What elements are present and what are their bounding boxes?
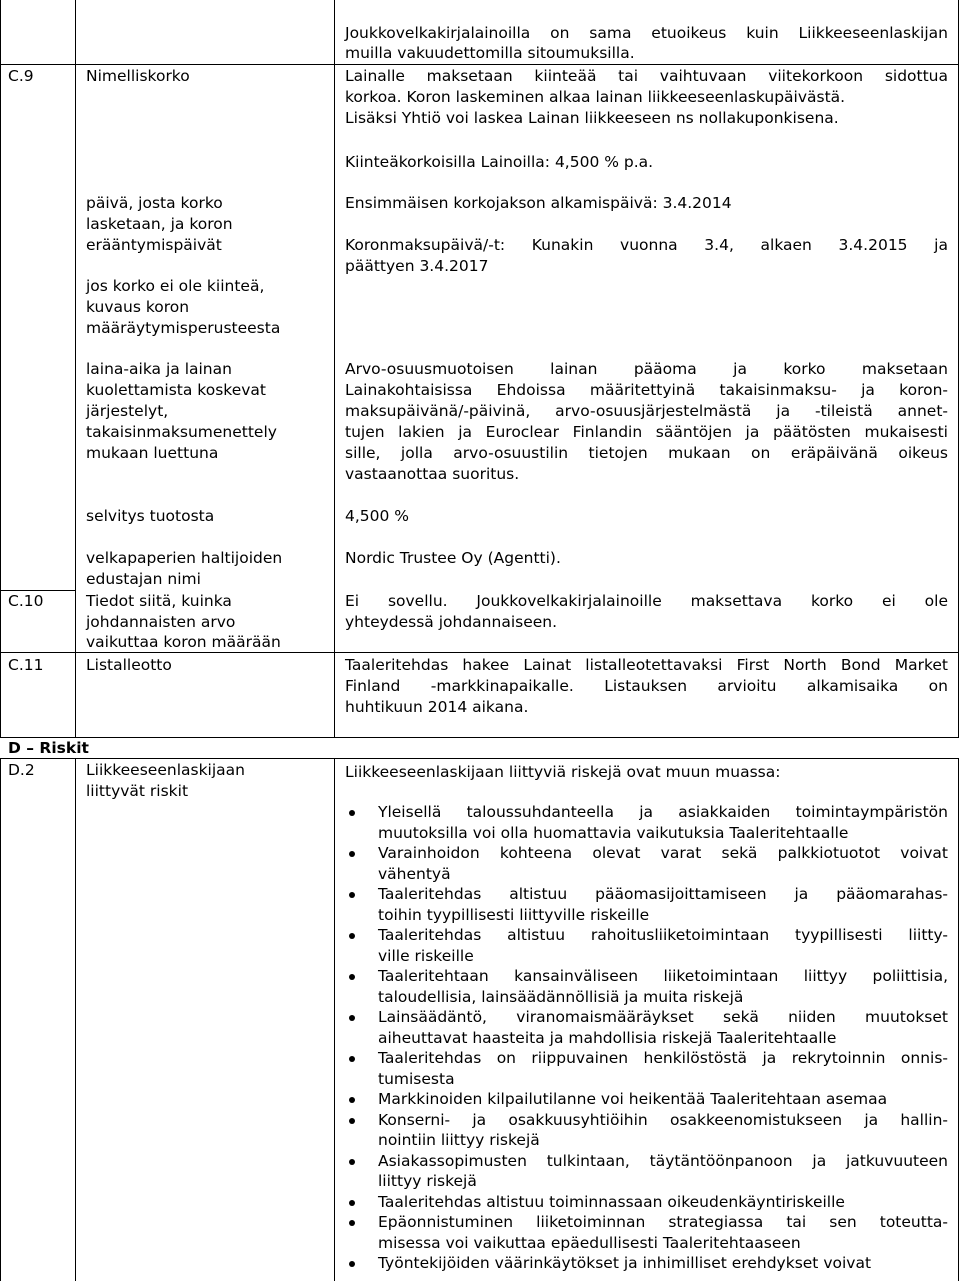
bullet-icon <box>349 974 355 980</box>
first-period-start: Ensimmäisen korkojakson alkamispäivä: 3.4.2014 <box>345 194 732 212</box>
payment-dates-2: päättyen 3.4.2017 <box>345 257 489 275</box>
section-d-heading: D – Riskit <box>8 739 89 757</box>
c10-text-1: Ei sovellu. Joukkovelkakirjalainoille maksettava korko ei ole <box>345 592 948 610</box>
table-right-border <box>958 0 959 738</box>
risk-item-line: Varainhoidon kohteena olevat varat sekä palkkiotuotot voivat <box>378 844 948 862</box>
risk-item <box>345 802 948 843</box>
maturity-text-3: maksupäivänä/-päivinä, arvo-osuusjärjestelmästä ja -tileistä annet- <box>345 402 948 420</box>
maturity-label-4: takaisinmaksumenettely <box>86 423 277 441</box>
risk-item <box>345 1212 948 1253</box>
risk-item-line: Taaleritehdas altistuu rahoitusliiketoimintaan tyypillisesti liitty- <box>378 926 948 944</box>
risk-item-line: Asiakassopimusten tulkintaan, täytäntöönpanoon ja jatkuvuuteen <box>378 1151 948 1170</box>
maturity-label-2: kuolettamista koskevat <box>86 381 266 399</box>
risk-item-line: Taaleritehdas on riippuvainen henkilöstöstä ja rekrytoinnin onnis- <box>378 1049 948 1067</box>
bullet-icon <box>349 1261 355 1267</box>
table-bottom-border <box>0 737 959 738</box>
risk-list <box>345 802 948 1274</box>
d2-number: D.2 <box>8 761 35 779</box>
bullet-icon <box>349 1056 355 1062</box>
c10-number: C.10 <box>8 592 44 610</box>
risk-item-line: taloudellisia, lainsäädännöllisiä ja muita riskejä <box>378 987 744 1006</box>
bullet-icon <box>349 1015 355 1021</box>
risk-item <box>345 843 948 884</box>
risk-item-line: nointiin liittyy riskejä <box>378 1131 540 1149</box>
c11-number: C.11 <box>8 656 44 674</box>
bullet-icon <box>349 933 355 939</box>
risk-item-line: Lainsäädäntö, viranomaismääräykset sekä niiden muutokset <box>378 1008 948 1026</box>
maturity-label-1: laina-aika ja lainan <box>86 360 232 378</box>
payment-dates-1: Koronmaksupäivä/-t: Kunakin vuonna 3.4, alkaen 3.4.2015 ja <box>345 236 948 254</box>
guarantee-text-1: Joukkovelkakirjalainoilla on sama etuoikeus kuin Liikkeeseenlaskijan <box>345 24 948 42</box>
c9-text-1: Lainalle maksetaan kiinteää tai vaihtuvaan viitekorkoon sidottua <box>345 67 948 85</box>
risk-item-line: misessa voi vaikuttaa epäedullisesti Taaleritehtaaseen <box>378 1233 801 1252</box>
c9-fixed-rate: Kiinteäkorkoisilla Lainoilla: 4,500 % p.a. <box>345 153 654 171</box>
risk-item-line: Konserni- ja osakkuusyhtiöihin osakkeenomistukseen ja hallin- <box>378 1110 948 1129</box>
c9-text-2: korkoa. Koron laskeminen alkaa lainan liikkeeseenlaskupäivästä. <box>345 88 846 106</box>
row-divider-c9 <box>0 64 959 65</box>
c11-label: Listalleotto <box>86 656 172 674</box>
c9-label: Nimelliskorko <box>86 67 190 85</box>
risk-item <box>345 1048 948 1089</box>
d2-label-1: Liikkeeseenlaskijaan <box>86 761 245 779</box>
c11-text-2: Finland -markkinapaikalle. Listauksen arvioitu alkamisaika on <box>345 677 948 695</box>
risk-item-line: Työntekijöiden väärinkäytökset ja inhimilliset erehdykset voivat <box>378 1254 872 1272</box>
bullet-icon <box>349 851 355 857</box>
bullet-icon <box>349 810 355 816</box>
maturity-text-4: tujen lakien ja Euroclear Finlandin sääntöjen ja päätösten mukaisesti <box>345 423 948 441</box>
representative-value: Nordic Trustee Oy (Agentti). <box>345 549 561 567</box>
risk-item <box>345 966 948 1007</box>
maturity-label-3: järjestelyt, <box>86 402 169 420</box>
maturity-text-2: Lainakohtaisissa Ehdoissa määritettyinä takaisinmaksu- ja koron- <box>345 381 948 399</box>
column-divider-d1 <box>75 758 76 1281</box>
c11-text-3: huhtikuun 2014 aikana. <box>345 698 529 716</box>
risk-item <box>345 1253 948 1274</box>
risk-item-line: ville riskeille <box>378 946 474 965</box>
column-divider-1 <box>75 0 76 738</box>
risk-item <box>345 1007 948 1048</box>
column-divider-2 <box>334 0 335 738</box>
risk-item <box>345 884 948 925</box>
c9-number: C.9 <box>8 67 34 85</box>
bullet-icon <box>349 1200 355 1206</box>
maturity-label-5: mukaan luettuna <box>86 444 219 462</box>
bullet-icon <box>349 1097 355 1103</box>
c11-text-1: Taaleritehdas hakee Lainat listalleotettavaksi First North Bond Market <box>345 656 948 674</box>
risk-item-line: Taaleritehtaan kansainväliseen liiketoimintaan liittyy poliittisia, <box>378 967 948 985</box>
interest-dates-label-1: päivä, josta korko <box>86 194 223 212</box>
risk-item <box>345 1151 948 1192</box>
table-right-border-d <box>958 758 959 1281</box>
c10-label-1: Tiedot siitä, kuinka <box>86 592 232 610</box>
risk-item-line: vähentyä <box>378 864 451 883</box>
interest-dates-label-2: lasketaan, ja koron <box>86 215 233 233</box>
risk-item-line: Epäonnistuminen liiketoiminnan strategiassa tai sen toteutta- <box>378 1213 948 1231</box>
column-divider-d2 <box>334 758 335 1281</box>
guarantee-text-2: muilla vakuudettomilla sitoumuksilla. <box>345 44 635 62</box>
risk-item <box>345 1192 948 1213</box>
c9-text-3: Lisäksi Yhtiö voi laskea Lainan liikkeeseen ns nollakuponkisena. <box>345 109 839 127</box>
c10-label-3: vaikuttaa koron määrään <box>86 633 281 651</box>
maturity-text-6: vastaanottaa suoritus. <box>345 465 520 483</box>
risk-item-line: Taaleritehdas altistuu toiminnassaan oikeudenkäyntiriskeille <box>378 1192 845 1211</box>
risk-item-line: aiheuttavat haasteita ja mahdollisia riskejä Taaleritehtaalle <box>378 1028 837 1047</box>
table-left-border <box>0 0 1 738</box>
variable-basis-label-2: kuvaus koron <box>86 298 190 316</box>
section-d-top-border <box>0 758 959 759</box>
yield-label: selvitys tuotosta <box>86 507 215 525</box>
yield-value: 4,500 % <box>345 507 410 525</box>
risk-item-line: toihin tyypillisesti liittyville riskeille <box>378 905 650 924</box>
risk-item-line: Taaleritehdas altistuu pääomasijoittamiseen ja pääomarahas- <box>378 885 948 903</box>
risk-item <box>345 1089 948 1110</box>
interest-dates-label-3: erääntymispäivät <box>86 236 222 254</box>
table-left-border-d <box>0 758 1 1281</box>
risk-item-line: tumisesta <box>378 1069 455 1088</box>
maturity-text-5: sille, jolla arvo-osuustilin tietojen mukaan on eräpäivänä oikeus <box>345 444 948 462</box>
representative-label-2: edustajan nimi <box>86 570 201 588</box>
risk-item <box>345 925 948 966</box>
risk-item-line: Markkinoiden kilpailutilanne voi heikentää Taaleritehtaan asemaa <box>378 1090 888 1108</box>
c10-text-2: yhteydessä johdannaiseen. <box>345 613 558 631</box>
d2-intro: Liikkeeseenlaskijaan liittyviä riskejä ovat muun muassa: <box>345 763 781 781</box>
variable-basis-label-3: määräytymisperusteesta <box>86 319 281 337</box>
variable-basis-label-1: jos korko ei ole kiinteä, <box>86 277 265 295</box>
representative-label-1: velkapaperien haltijoiden <box>86 549 283 567</box>
bullet-icon <box>349 1220 355 1226</box>
risk-item <box>345 1110 948 1151</box>
bullet-icon <box>349 1118 355 1124</box>
c10-label-2: johdannaisten arvo <box>86 613 236 631</box>
maturity-text-1: Arvo-osuusmuotoisen lainan pääoma ja korko maksetaan <box>345 360 948 378</box>
bullet-icon <box>349 1159 355 1165</box>
risk-item-line: muutoksilla voi olla huomattavia vaikutuksia Taaleritehtaalle <box>378 823 849 842</box>
d2-label-2: liittyvät riskit <box>86 782 189 800</box>
bullet-icon <box>349 892 355 898</box>
risk-item-line: liittyy riskejä <box>378 1172 477 1190</box>
risk-item-line: Yleisellä taloussuhdanteella ja asiakkaiden toimintaympäristön <box>378 803 948 821</box>
